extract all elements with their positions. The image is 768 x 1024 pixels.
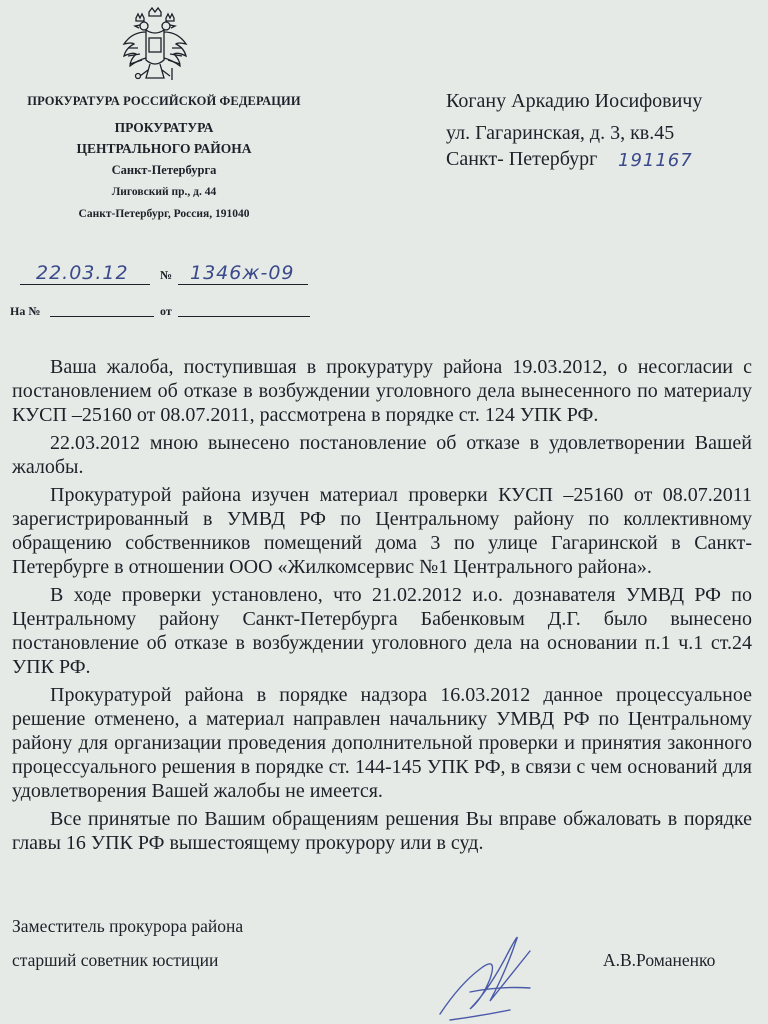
body-paragraph: В ходе проверки установлено, что 21.02.2012 и.о. дознавателя УМВД РФ по Центральному району Санкт-Петербурга Бабенковым Д.Г. было вынесено постановление об отказе в возбуждении уголовного дела на основании п.1 ч.1 ст.24 УПК РФ. — [12, 584, 752, 678]
letterhead-office-line2: ЦЕНТРАЛЬНОГО РАЙОНА — [76, 141, 252, 156]
ref-date-blank — [178, 316, 310, 317]
registration-line — [10, 262, 310, 286]
reference-line — [10, 302, 320, 322]
letterhead-city: Санкт-Петербурга — [111, 163, 217, 177]
signatory-title-line2: старший советник юстиции — [12, 950, 219, 970]
body-paragraph: Прокуратурой района изучен материал проверки КУСП –25160 от 08.07.2011 зарегистрированный в УМВД РФ по Центральному району по коллективному обращению собственников помещений дома 3 по улице Гагаринской в Санкт-Петербурге в отношении ООО «Жилкомсервис №1 Центрального района». — [12, 484, 752, 578]
handwritten-date: 22.03.12 — [36, 262, 129, 284]
letter-body — [12, 355, 752, 859]
number-sign: № — [160, 268, 173, 282]
addressee-street: ул. Гагаринская, д. 3, кв.45 — [446, 122, 675, 144]
addressee-city: Санкт- Петербург — [446, 148, 598, 170]
handwritten-signature-icon — [430, 922, 550, 1024]
letterhead-office-line1: ПРОКУРАТУРА — [114, 120, 214, 135]
ref-prefix: На № — [10, 304, 41, 318]
signatory-title-line1: Заместитель прокурора района — [12, 916, 244, 936]
ref-from: от — [160, 304, 172, 318]
date-underline — [20, 284, 150, 285]
addressee-name: Когану Аркадию Иосифовичу — [446, 90, 703, 112]
body-paragraph: Прокуратурой района в порядке надзора 16.03.2012 данное процессуальное решение отменено, а материал направлен начальнику УМВД РФ по Центральному району для организации проведения дополнительной проверки и принятия законного процессуального решения в порядке ст. 144-145 УПК РФ, в связи с чем оснований для удовлетворения Вашей жалобы не имеется. — [12, 684, 752, 802]
handwritten-zip: 191167 — [618, 150, 693, 171]
letterhead-ministry: ПРОКУРАТУРА РОССИЙСКОЙ ФЕДЕРАЦИИ — [27, 94, 301, 108]
ref-number-blank — [50, 316, 154, 317]
handwritten-number: 1346ж-09 — [190, 262, 295, 284]
letterhead-street: Лиговский пр., д. 44 — [111, 186, 217, 198]
body-paragraph: Ваша жалоба, поступившая в прокуратуру района 19.03.2012, о несогласии с постановлением об отказе в возбуждении уголовного дела вынесенного по материалу КУСП –25160 от 08.07.2011, рассмотрена в порядке ст. 124 УПК РФ. — [12, 356, 752, 426]
signatory-name: А.В.Романенко — [603, 950, 716, 970]
body-paragraph: 22.03.2012 мною вынесено постановление об отказе в удовлетворении Вашей жалобы. — [12, 432, 752, 478]
body-paragraph: Все принятые по Вашим обращениям решения Вы вправе обжаловать в порядке главы 16 УПК РФ вышестоящему прокурору или в суд. — [12, 808, 752, 854]
number-underline — [178, 284, 308, 285]
russian-coat-of-arms-icon — [120, 6, 190, 86]
letterhead-postal: Санкт-Петербург, Россия, 191040 — [78, 208, 250, 220]
